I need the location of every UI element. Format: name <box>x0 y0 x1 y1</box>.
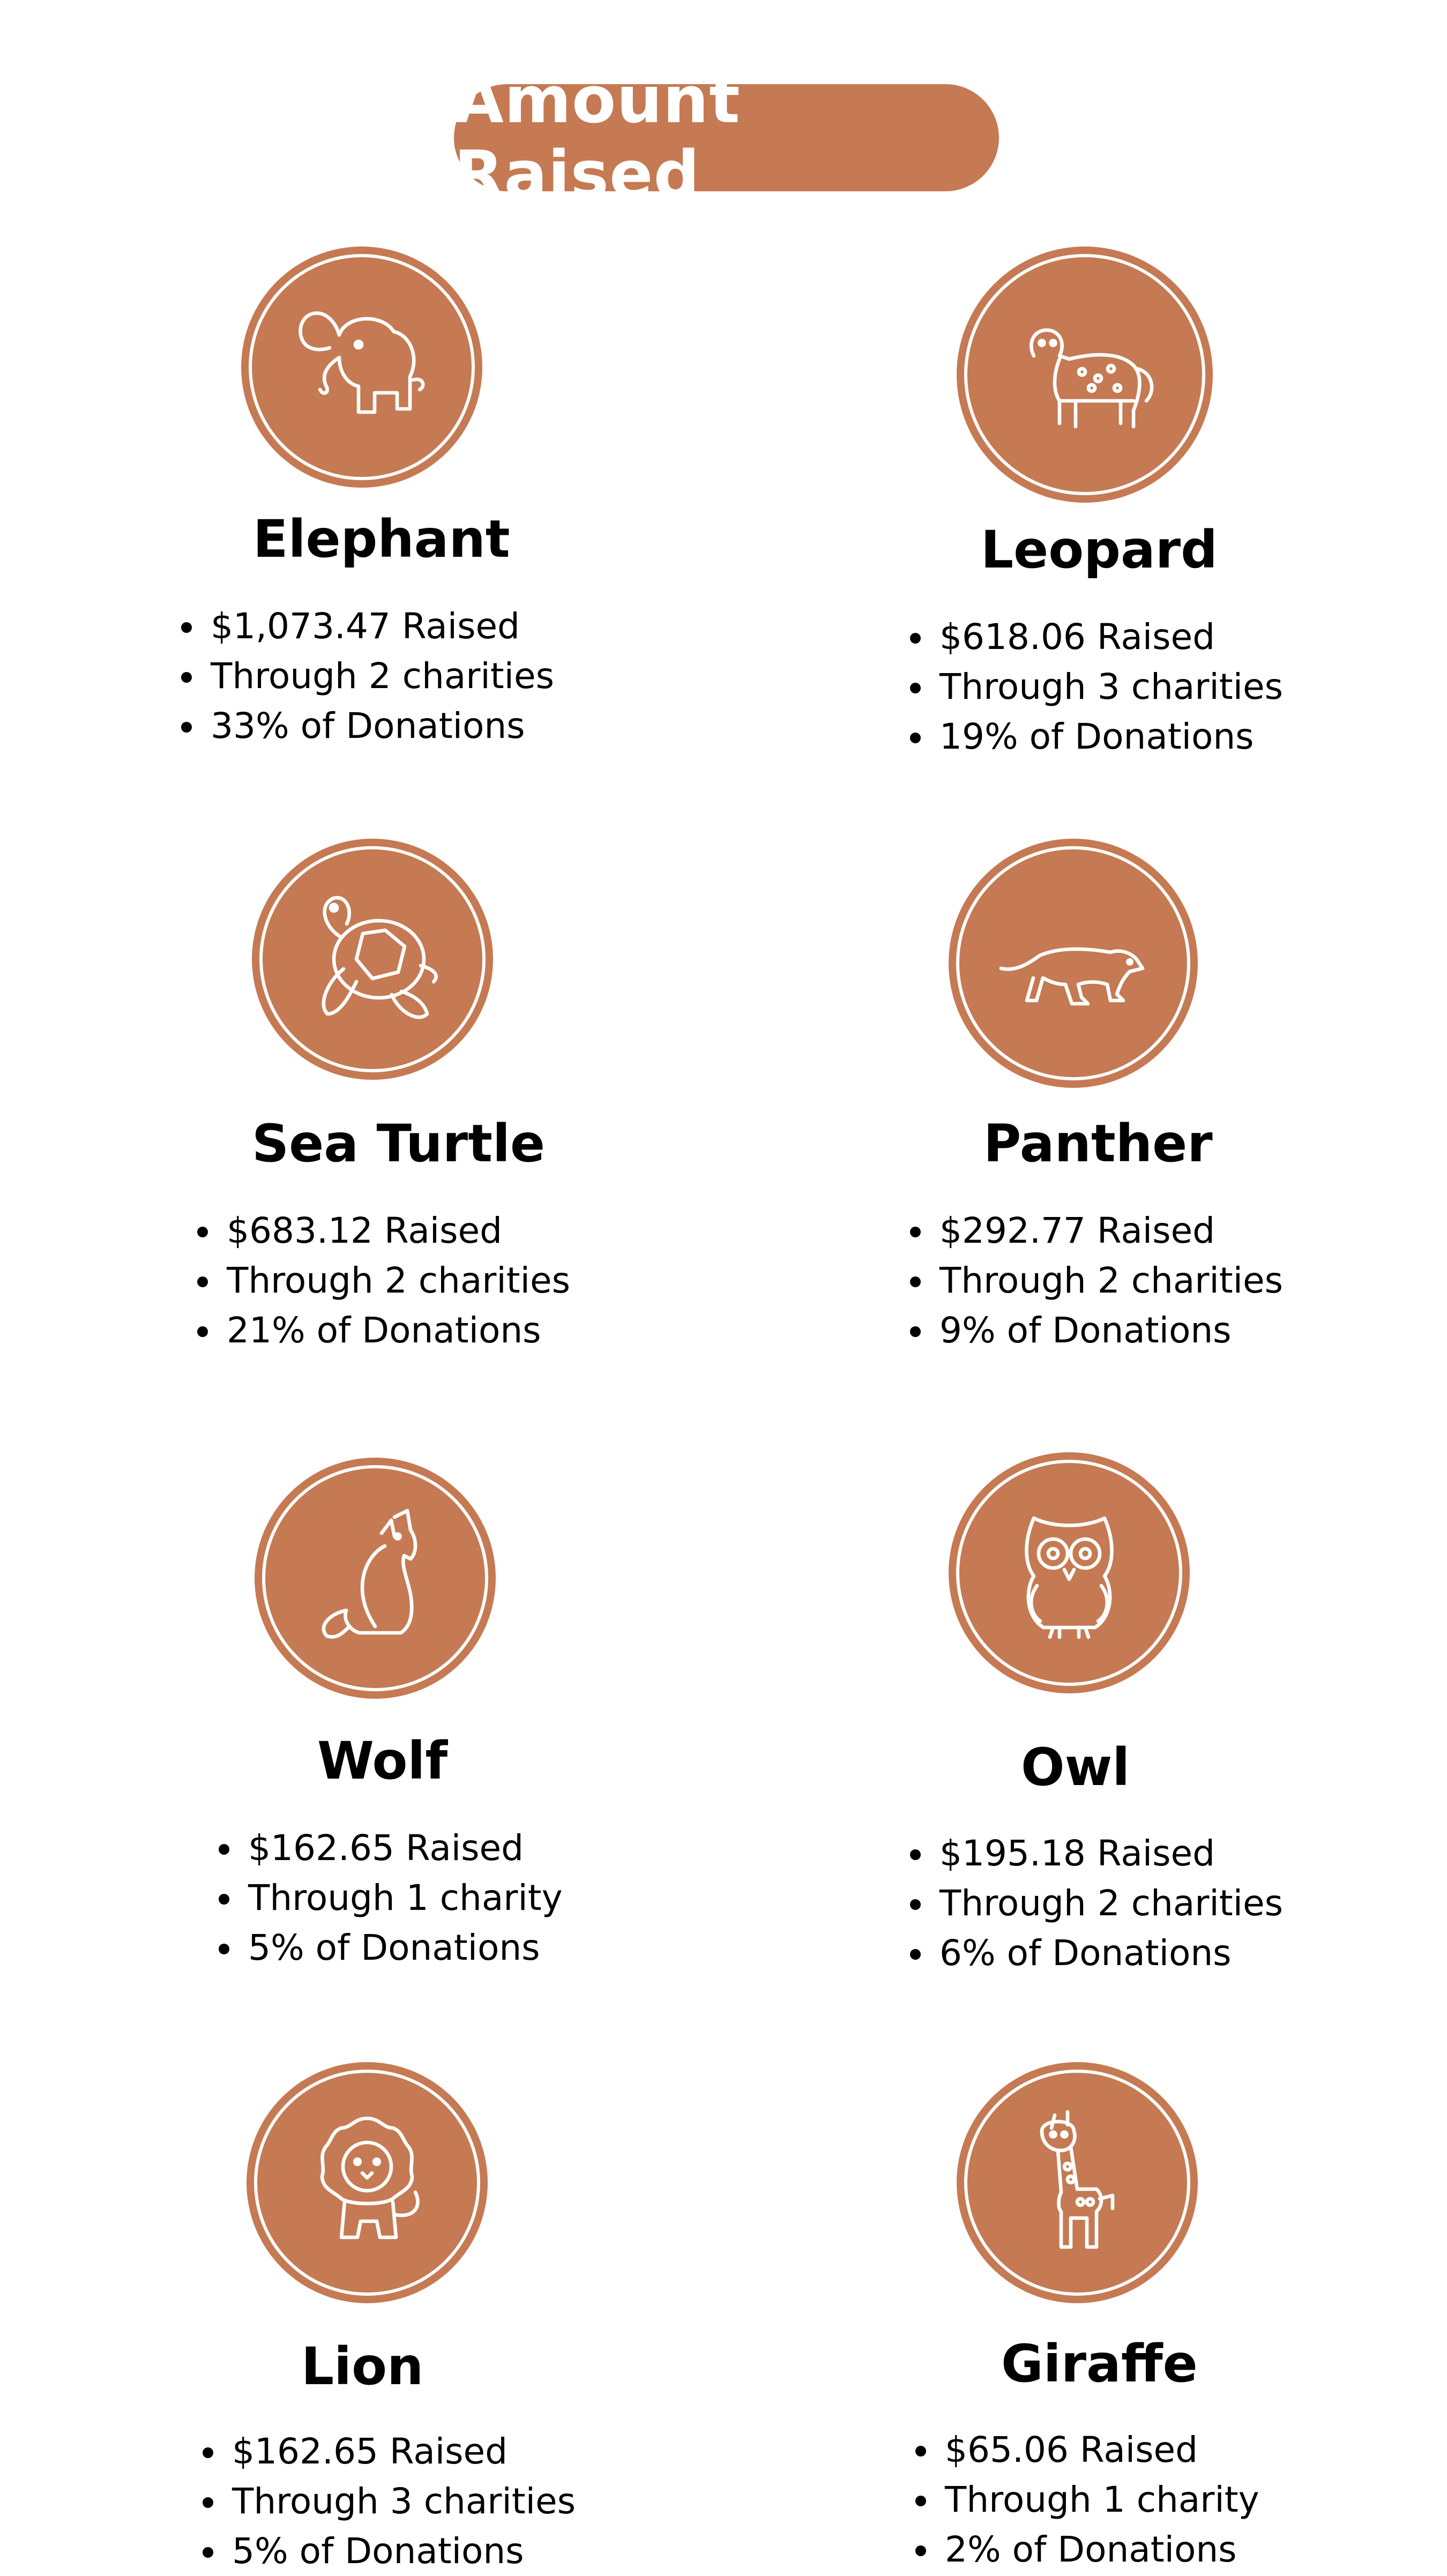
giraffe-icon <box>997 2102 1158 2263</box>
page-title: Amount Raised <box>454 63 741 212</box>
amount-raised: • $162.65 Raised <box>228 2426 576 2476</box>
animal-facts <box>190 2426 576 2576</box>
animal-facts <box>185 1206 570 1355</box>
lion-badge <box>247 2062 488 2303</box>
charity-count: • Through 3 charities <box>935 662 1283 712</box>
animal-name: Wolf <box>317 1731 448 1791</box>
lion-icon <box>287 2102 447 2263</box>
leopard-badge <box>957 247 1213 503</box>
owl-badge <box>949 1452 1190 1693</box>
title-banner <box>454 63 999 212</box>
donation-share: • 21% of Donations <box>222 1305 570 1355</box>
animal-name: Lion <box>301 2336 424 2396</box>
amount-raised: • $1,073.47 Raised <box>206 601 554 651</box>
amount-raised: • $65.06 Raised <box>941 2425 1259 2475</box>
animal-name: Giraffe <box>1001 2334 1198 2394</box>
animal-facts <box>898 1828 1283 1978</box>
wolf-badge <box>255 1458 496 1699</box>
animal-name: Leopard <box>981 520 1218 580</box>
donation-share: • 5% of Donations <box>228 2526 576 2576</box>
donation-share: • 19% of Donations <box>935 712 1283 761</box>
donation-share: • 6% of Donations <box>935 1928 1283 1978</box>
charity-count: • Through 2 charities <box>222 1256 570 1305</box>
elephant-badge <box>241 247 482 488</box>
animal-facts <box>898 612 1283 761</box>
amount-raised: • $162.65 Raised <box>244 1823 563 1873</box>
charity-count: • Through 2 charities <box>206 651 554 701</box>
leopard-icon <box>1005 295 1166 456</box>
animal-facts <box>169 601 554 751</box>
panther-icon <box>991 882 1152 1042</box>
donation-share: • 2% of Donations <box>941 2525 1259 2574</box>
wolf-icon <box>295 1498 456 1659</box>
elephant-icon <box>281 287 442 447</box>
amount-raised: • $292.77 Raised <box>935 1206 1283 1256</box>
animal-facts <box>898 1206 1283 1355</box>
charity-count: • Through 2 charities <box>935 1878 1283 1928</box>
animal-facts <box>903 2425 1259 2574</box>
animal-facts <box>206 1823 563 1973</box>
charity-count: • Through 2 charities <box>935 1256 1283 1305</box>
giraffe-badge <box>957 2062 1198 2303</box>
charity-count: • Through 3 charities <box>228 2476 576 2526</box>
amount-raised: • $618.06 Raised <box>935 612 1283 662</box>
charity-count: • Through 1 charity <box>941 2475 1259 2525</box>
donation-share: • 5% of Donations <box>244 1923 563 1973</box>
donation-share: • 9% of Donations <box>935 1305 1283 1355</box>
sea-turtle-icon <box>292 879 453 1040</box>
sea-turtle-badge <box>252 839 493 1080</box>
owl-icon <box>989 1492 1150 1653</box>
amount-raised: • $683.12 Raised <box>222 1206 570 1256</box>
donation-share: • 33% of Donations <box>206 701 554 751</box>
animal-name: Panther <box>983 1114 1213 1174</box>
amount-raised: • $195.18 Raised <box>935 1828 1283 1878</box>
panther-badge <box>949 839 1198 1088</box>
animal-name: Sea Turtle <box>252 1114 545 1174</box>
charity-count: • Through 1 charity <box>244 1873 563 1923</box>
animal-name: Owl <box>1021 1737 1130 1797</box>
animal-name: Elephant <box>253 509 510 569</box>
